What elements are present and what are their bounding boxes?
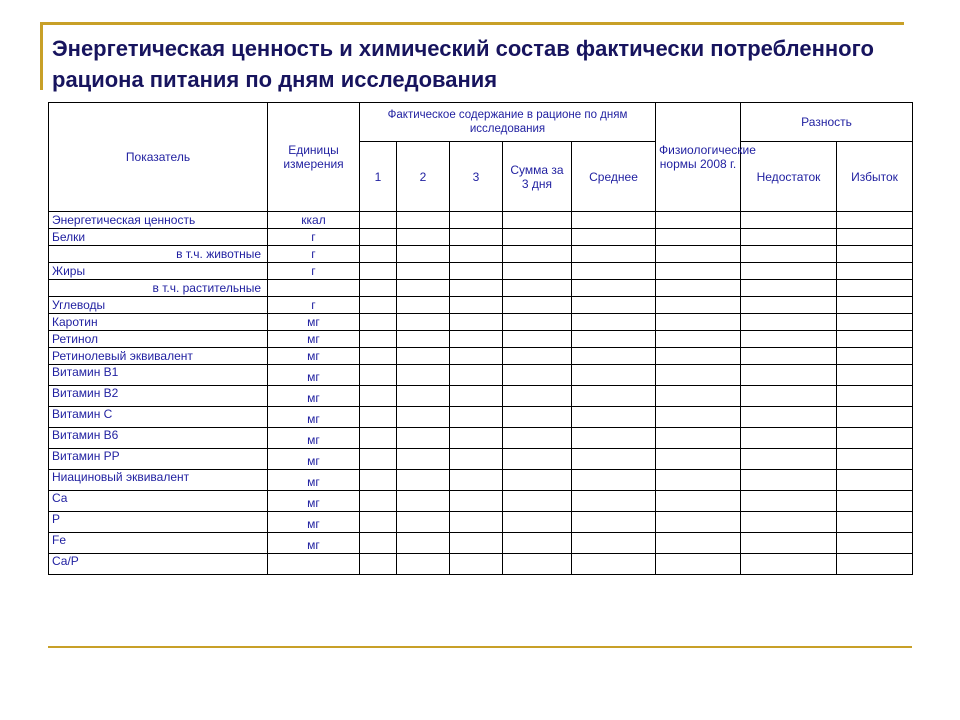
table-cell (572, 280, 656, 297)
row-unit: мг (268, 533, 360, 554)
table-cell (503, 229, 572, 246)
table-cell (503, 314, 572, 331)
table-cell (656, 348, 741, 365)
row-name: Са (49, 491, 268, 512)
row-unit: мг (268, 348, 360, 365)
table-cell (397, 449, 450, 470)
table-row (49, 470, 913, 491)
table-row (49, 297, 913, 314)
table-row (49, 512, 913, 533)
table-cell (503, 554, 572, 575)
table-cell (450, 512, 503, 533)
row-name: Жиры (49, 263, 268, 280)
table-cell (397, 491, 450, 512)
table-cell (741, 470, 837, 491)
table-cell (837, 512, 913, 533)
table-cell (572, 314, 656, 331)
table-cell (503, 428, 572, 449)
table-row (49, 428, 913, 449)
header-sum-3-days: Сумма за 3 дня (503, 142, 572, 212)
row-name: Витамин С (49, 407, 268, 428)
row-name: Каротин (49, 314, 268, 331)
table-cell (741, 449, 837, 470)
table-cell (450, 314, 503, 331)
table-row (49, 554, 913, 575)
table-cell (656, 314, 741, 331)
table-cell (656, 470, 741, 491)
table-cell (572, 554, 656, 575)
slide-title: Энергетическая ценность и химический состав фактически потребленного рациона питания по дням исследования (52, 36, 874, 92)
table-cell (397, 212, 450, 229)
header-units: Единицы измерения (268, 103, 360, 212)
table-cell (397, 314, 450, 331)
table-cell (572, 331, 656, 348)
table-row (49, 314, 913, 331)
table-cell (360, 229, 397, 246)
table-cell (656, 246, 741, 263)
top-decorative-line (40, 22, 904, 25)
table-cell (741, 229, 837, 246)
row-name: в т.ч. растительные (49, 280, 268, 297)
table-cell (572, 348, 656, 365)
table-cell (397, 246, 450, 263)
header-physiological-norms: Физиологические нормы 2008 г. (656, 103, 741, 212)
table-cell (656, 407, 741, 428)
row-name: Са/Р (49, 554, 268, 575)
table-cell (397, 554, 450, 575)
table-cell (741, 512, 837, 533)
table-cell (360, 428, 397, 449)
table-cell (397, 229, 450, 246)
table-row (49, 533, 913, 554)
table-cell (360, 449, 397, 470)
table-cell (656, 449, 741, 470)
table-row (49, 449, 913, 470)
row-name: Fe (49, 533, 268, 554)
table-cell (837, 491, 913, 512)
table-cell (360, 348, 397, 365)
table-cell (503, 246, 572, 263)
table-cell (656, 533, 741, 554)
row-unit: г (268, 229, 360, 246)
table-cell (450, 365, 503, 386)
table-cell (360, 212, 397, 229)
table-cell (741, 263, 837, 280)
table-cell (397, 533, 450, 554)
row-name: Р (49, 512, 268, 533)
row-unit: г (268, 263, 360, 280)
table-cell (837, 280, 913, 297)
table-cell (450, 280, 503, 297)
table-cell (656, 212, 741, 229)
table-cell (450, 470, 503, 491)
header-day-3: 3 (450, 142, 503, 212)
table-cell (397, 263, 450, 280)
table-cell (360, 297, 397, 314)
row-unit (268, 280, 360, 297)
table-cell (656, 280, 741, 297)
table-cell (450, 331, 503, 348)
table-cell (837, 554, 913, 575)
header-excess: Избыток (837, 142, 913, 212)
row-unit: мг (268, 428, 360, 449)
table-cell (450, 263, 503, 280)
row-unit (268, 554, 360, 575)
table-cell (572, 533, 656, 554)
table-cell (572, 407, 656, 428)
table-cell (572, 263, 656, 280)
table-cell (360, 263, 397, 280)
table-cell (741, 365, 837, 386)
table-cell (837, 314, 913, 331)
row-unit: мг (268, 512, 360, 533)
table-cell (450, 386, 503, 407)
table-cell (360, 331, 397, 348)
table-cell (503, 263, 572, 280)
table-cell (503, 280, 572, 297)
left-decorative-bar (40, 22, 43, 90)
table-cell (837, 229, 913, 246)
table-cell (656, 365, 741, 386)
table-cell (503, 533, 572, 554)
table-cell (450, 348, 503, 365)
table-cell (656, 554, 741, 575)
table-cell (656, 331, 741, 348)
table-cell (656, 263, 741, 280)
row-name: Энергетическая ценность (49, 212, 268, 229)
table-cell (837, 212, 913, 229)
table-cell (837, 386, 913, 407)
row-name: Витамин В6 (49, 428, 268, 449)
table-cell (360, 470, 397, 491)
table-cell (572, 491, 656, 512)
table-cell (397, 365, 450, 386)
table-cell (397, 428, 450, 449)
table-cell (503, 348, 572, 365)
row-unit: ккал (268, 212, 360, 229)
table-cell (741, 212, 837, 229)
row-name: Витамин В2 (49, 386, 268, 407)
table-cell (503, 212, 572, 229)
table-cell (741, 491, 837, 512)
table-cell (503, 365, 572, 386)
table-cell (572, 365, 656, 386)
table-cell (503, 386, 572, 407)
table-cell (741, 246, 837, 263)
table-cell (741, 280, 837, 297)
row-name: Ретинолевый эквивалент (49, 348, 268, 365)
table-cell (503, 449, 572, 470)
table-cell (503, 470, 572, 491)
header-day-2: 2 (397, 142, 450, 212)
table-cell (837, 449, 913, 470)
table-cell (572, 470, 656, 491)
table-cell (656, 297, 741, 314)
table-cell (397, 331, 450, 348)
table-cell (360, 365, 397, 386)
table-cell (656, 428, 741, 449)
table-cell (837, 263, 913, 280)
table-row (49, 246, 913, 263)
table-cell (837, 297, 913, 314)
row-unit: мг (268, 365, 360, 386)
row-unit: мг (268, 386, 360, 407)
table-row (49, 365, 913, 386)
table-cell (572, 428, 656, 449)
header-average: Среднее (572, 142, 656, 212)
table-cell (572, 212, 656, 229)
row-name: Ниациновый эквивалент (49, 470, 268, 491)
table-cell (837, 533, 913, 554)
row-unit: мг (268, 449, 360, 470)
header-indicator: Показатель (49, 103, 268, 212)
table-cell (450, 533, 503, 554)
table-cell (572, 229, 656, 246)
table-cell (741, 428, 837, 449)
table-cell (397, 280, 450, 297)
header-deficit: Недостаток (741, 142, 837, 212)
table-cell (837, 407, 913, 428)
table-cell (450, 428, 503, 449)
row-name: Витамин РР (49, 449, 268, 470)
table-cell (360, 246, 397, 263)
table-cell (741, 533, 837, 554)
table-row (49, 348, 913, 365)
table-cell (656, 512, 741, 533)
table-cell (741, 331, 837, 348)
table-cell (656, 386, 741, 407)
table-cell (397, 386, 450, 407)
table-cell (450, 554, 503, 575)
row-name: Ретинол (49, 331, 268, 348)
table-cell (741, 348, 837, 365)
table-cell (397, 348, 450, 365)
header-difference: Разность (741, 103, 913, 142)
table-cell (837, 331, 913, 348)
table-cell (397, 297, 450, 314)
table-cell (741, 554, 837, 575)
table-cell (450, 449, 503, 470)
table-cell (360, 533, 397, 554)
row-unit: мг (268, 314, 360, 331)
table-row (49, 212, 913, 229)
table-cell (572, 297, 656, 314)
table-cell (397, 407, 450, 428)
row-unit: мг (268, 407, 360, 428)
row-unit: г (268, 246, 360, 263)
table-cell (837, 428, 913, 449)
table-cell (397, 470, 450, 491)
table-cell (741, 407, 837, 428)
table-cell (741, 297, 837, 314)
table-cell (450, 246, 503, 263)
row-unit: мг (268, 491, 360, 512)
bottom-decorative-line (48, 646, 912, 648)
row-name: Витамин В1 (49, 365, 268, 386)
table-cell (503, 512, 572, 533)
table-row (49, 386, 913, 407)
table-row (49, 491, 913, 512)
table-cell (837, 365, 913, 386)
table-cell (503, 331, 572, 348)
table-cell (572, 246, 656, 263)
table-row (49, 229, 913, 246)
table-row (49, 280, 913, 297)
table-cell (360, 512, 397, 533)
table-cell (572, 386, 656, 407)
table-cell (450, 297, 503, 314)
table-cell (450, 491, 503, 512)
table-cell (741, 386, 837, 407)
row-unit: мг (268, 470, 360, 491)
table-cell (503, 407, 572, 428)
row-unit: г (268, 297, 360, 314)
table-cell (837, 348, 913, 365)
table-cell (450, 229, 503, 246)
table-cell (503, 297, 572, 314)
table-cell (837, 246, 913, 263)
row-name: в т.ч. животные (49, 246, 268, 263)
table-cell (360, 386, 397, 407)
table-cell (572, 512, 656, 533)
table-cell (360, 554, 397, 575)
table-cell (656, 229, 741, 246)
table-cell (741, 314, 837, 331)
header-actual-content: Фактическое содержание в рационе по дням исследования (360, 103, 656, 142)
table-cell (360, 280, 397, 297)
table-row (49, 263, 913, 280)
table-cell (450, 212, 503, 229)
table-cell (503, 491, 572, 512)
row-name: Углеводы (49, 297, 268, 314)
table-cell (360, 491, 397, 512)
nutrition-table (48, 102, 913, 575)
table-cell (450, 407, 503, 428)
row-unit: мг (268, 331, 360, 348)
table-cell (360, 407, 397, 428)
table-cell (656, 491, 741, 512)
table-cell (572, 449, 656, 470)
table-cell (837, 470, 913, 491)
table-row (49, 407, 913, 428)
table-row (49, 331, 913, 348)
header-day-1: 1 (360, 142, 397, 212)
row-name: Белки (49, 229, 268, 246)
table-cell (360, 314, 397, 331)
table-cell (397, 512, 450, 533)
